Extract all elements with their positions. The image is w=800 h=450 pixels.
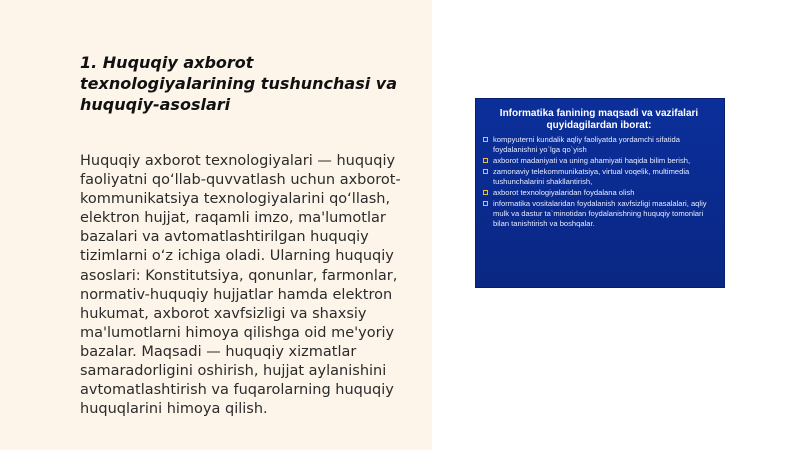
figure-heading: Informatika fanining maqsadi va vazifalari quyidagilardan iborat: [499,108,699,131]
list-item [483,199,715,229]
square-bullet-icon [483,137,488,142]
slide-title: 1. Huquqiy axborot texnologiyalarining tushunchasi va huquqiy-asoslari [80,53,397,114]
figure-list [483,135,715,229]
informatics-goals-image [475,98,725,288]
list-item [483,167,715,187]
list-item-text: zamonaviy telekommunikatsiya, virtual voqelik, multimedia tushunchalarini shakllantirish, [493,167,690,186]
square-bullet-icon [483,158,488,163]
list-item [483,156,715,166]
list-item-text: kompyuterni kundalik aqliy faoliyatda yordamchi sifatida foydalanishni yo`lga qo`yish [493,135,680,154]
list-item-text: axborot madaniyati va uning ahamiyati haqida bilim berish, [493,156,691,165]
list-item [483,135,715,155]
slide-body-text: Huquqiy axborot texnologiyalari — huquqiy faoliyatni qo‘llab-quvvatlash uchun axborot-kommunikatsiya texnologiyalarini qo‘llash, elektron hujjat, raqamli imzo, ma'lumotlar bazalari va avtomatlashtirilgan huquqiy tizimlarni o‘z ichiga oladi. Ularning huquqiy asoslari: Konstitutsiya, qonunlar, farmonlar, normativ-huquqiy hujjatlar hamda elektron hukumat, axborot xavfsizligi va shaxsiy ma'lumotlarni himoya qilishga oid me'yoriy bazalar. Maqsadi — huquqiy xizmatlar samaradorligini oshirish, hujjat aylanishini avtomatlashtirish va fuqarolarning huquqiy huquqlarini himoya qilish. [80,153,401,418]
list-item-text: informatika vositalaridan foydalanish xavfsizligi masalalari, aqliy mulk va dastur ta`minotidan foydalanishning huquqiy tomonlari bilan tanishtirish va boshqalar. [493,199,707,228]
square-bullet-icon [483,201,488,206]
square-bullet-icon [483,169,488,174]
square-bullet-icon [483,190,488,195]
list-item-text: axborot texnologiyalaridan foydalana olish [493,188,635,197]
list-item [483,188,715,198]
